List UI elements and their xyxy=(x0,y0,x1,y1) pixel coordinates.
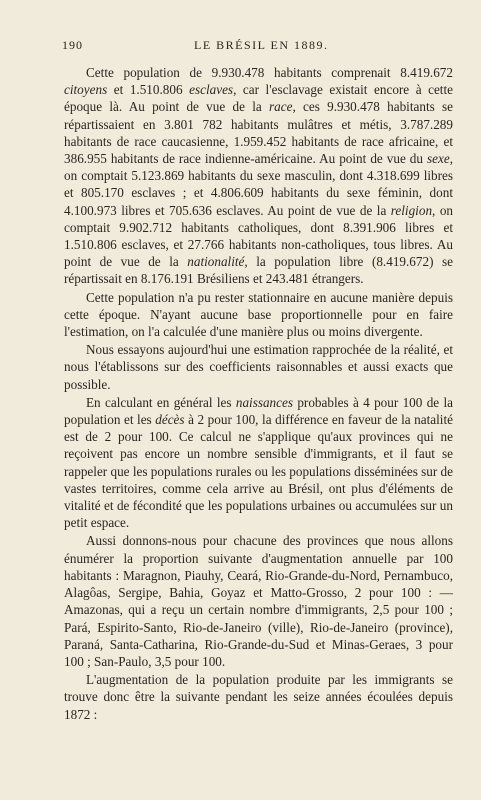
paragraph-not-stationary: Cette population n'a pu rester stationnaire en aucune manière depuis cette époque. N'ayant aucune base proportionnelle pour en faire l'estimation, on l'a calculée d'une manière plus ou moins divergente. xyxy=(64,289,453,340)
paragraph-estimation: Nous essayons aujourd'hui une estimation rapprochée de la réalité, et nous l'établissons sur des coefficients raisonnables et aussi exacts que possible. xyxy=(64,342,453,392)
paragraph-births-deaths: En calculant en général les naissances probables à 4 pour 100 de la population et les décès à 2 pour 100, la différence en faveur de la natalité est de 2 pour 100. Ce calcul ne s'applique qu'aux provinces qui ne reçoivent pas encore un nombre sensible d'immigrants, et il faut se rappeler que les populations rurales ou les populations disséminées sur de vastes territoires, comme cela arrive au Brésil, ont plus d'éléments de vitalité et de fécondité que les populations urbaines ou accumulées sur un petit espace. xyxy=(64,394,454,531)
paragraph-provinces: Aussi donnons-nous pour chacune des provinces que nous allons énumérer la proportion suivante d'augmentation annuelle par 100 habitants : Maragnon, Piauhy, Ceará, Rio-Grande-du-Nord, Pernambuco, Alagôas, Sergipe, Bahia, Goyaz et Matto-Grosso, 2 pour 100 : — Amazonas, qui a reçu un certain nombre d'immigrants, 2,5 pour 100 ; Pará, Espirito-Santo, Rio-de-Janeiro (ville), Rio-de-Janeiro (province), Paraná, Santa-Catharina, Rio-Grande-du-Sud et Minas-Geraes, 3 pour 100 ; San-Paulo, 3,5 pour 100. xyxy=(64,533,453,669)
running-title: LE BRÉSIL EN 1889. xyxy=(194,38,329,52)
page-header xyxy=(62,38,429,54)
paragraph-immigrants: L'augmentation de la population produite par les immigrants se trouve donc être la suivante pendant les seize années écoulées depuis 1872 : xyxy=(64,672,453,722)
paragraph-census: Cette population de 9.930.478 habitants comprenait 8.419.672 citoyens et 1.510.806 esclaves, car l'esclavage existait encore à cette époque là. Au point de vue de la race, ces 9.930.478 habitants se répartissaient en 3.801 782 habitants mulâtres et métis, 3.787.289 habitants de race caucasienne, 1.959.452 habitants de race africaine, et 386.955 habitants de race indienne-américaine. Au point de vue du sexe, on comptait 5.123.869 habitants du sexe masculin, dont 4.318.699 libres et 805.170 esclaves ; et 4.806.609 habitants du sexe féminin, dont 4.100.973 libres et 705.636 esclaves. Au point de vue de la religion, on comptait 9.902.712 habitants catholiques, dont 8.391.906 libres et 1.510.806 esclaves, et 27.766 habitants non-catholiques, tous libres. Au point de vue de la nationalité, la population libre (8.419.672) se répartissait en 8.176.191 Brésiliens et 243.481 étrangers. xyxy=(64,65,454,287)
body-text xyxy=(64,64,453,724)
page-number: 190 xyxy=(62,38,83,52)
